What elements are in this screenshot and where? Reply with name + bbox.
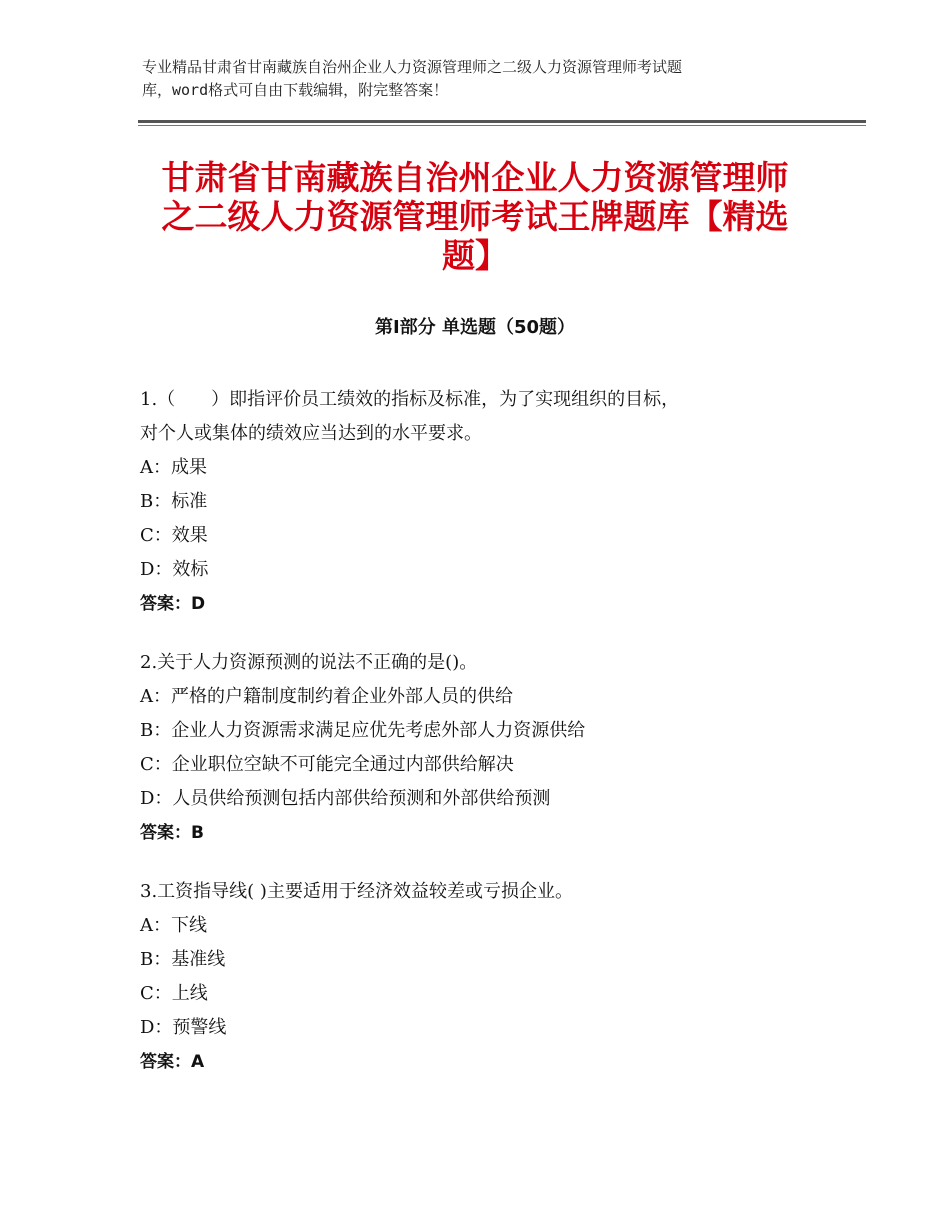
header-note-line: 专业精品甘肃省甘南藏族自治州企业人力资源管理师之二级人力资源管理师考试题 [142,58,683,76]
question-stem: 2.关于人力资源预测的说法不正确的是()。 [140,652,478,673]
option-a: A：下线 [140,915,207,936]
header-note [142,56,832,102]
title-line: 之二级人力资源管理师考试王牌题库【精选 [161,197,789,236]
option-d: D：效标 [140,559,209,580]
header-divider-thin [138,125,866,126]
option-d: D：预警线 [140,1017,227,1038]
question-stem: 对个人或集体的绩效应当达到的水平要求。 [140,423,482,444]
title-line: 甘肃省甘南藏族自治州企业人力资源管理师 [161,158,789,197]
question-stem: 1.（ ）即指评价员工绩效的指标及标准，为了实现组织的目标， [140,389,680,410]
document-title [110,158,840,275]
question-1 [140,383,820,621]
question-2 [140,646,820,850]
answer: 答案：A [140,1052,205,1072]
option-a: A：严格的户籍制度制约着企业外部人员的供给 [140,686,513,707]
title-line: 题】 [442,236,508,275]
question-list [140,383,820,1104]
answer: 答案：B [140,823,204,843]
option-b: B：基准线 [140,949,226,970]
option-b: B：企业人力资源需求满足应优先考虑外部人力资源供给 [140,720,586,741]
option-c: C：效果 [140,525,208,546]
option-a: A：成果 [140,457,207,478]
option-c: C：企业职位空缺不可能完全通过内部供给解决 [140,754,514,775]
option-d: D：人员供给预测包括内部供给预测和外部供给预测 [140,788,551,809]
question-3 [140,875,820,1079]
header-divider-thick [138,120,866,123]
section-title: 第Ⅰ部分 单选题（50题） [374,317,575,338]
option-b: B：标准 [140,491,208,512]
header-note-line: 库，word格式可自由下载编辑，附完整答案！ [142,81,449,99]
question-stem: 3.工资指导线( )主要适用于经济效益较差或亏损企业。 [140,881,573,902]
answer: 答案：D [140,594,206,614]
option-c: C：上线 [140,983,208,1004]
